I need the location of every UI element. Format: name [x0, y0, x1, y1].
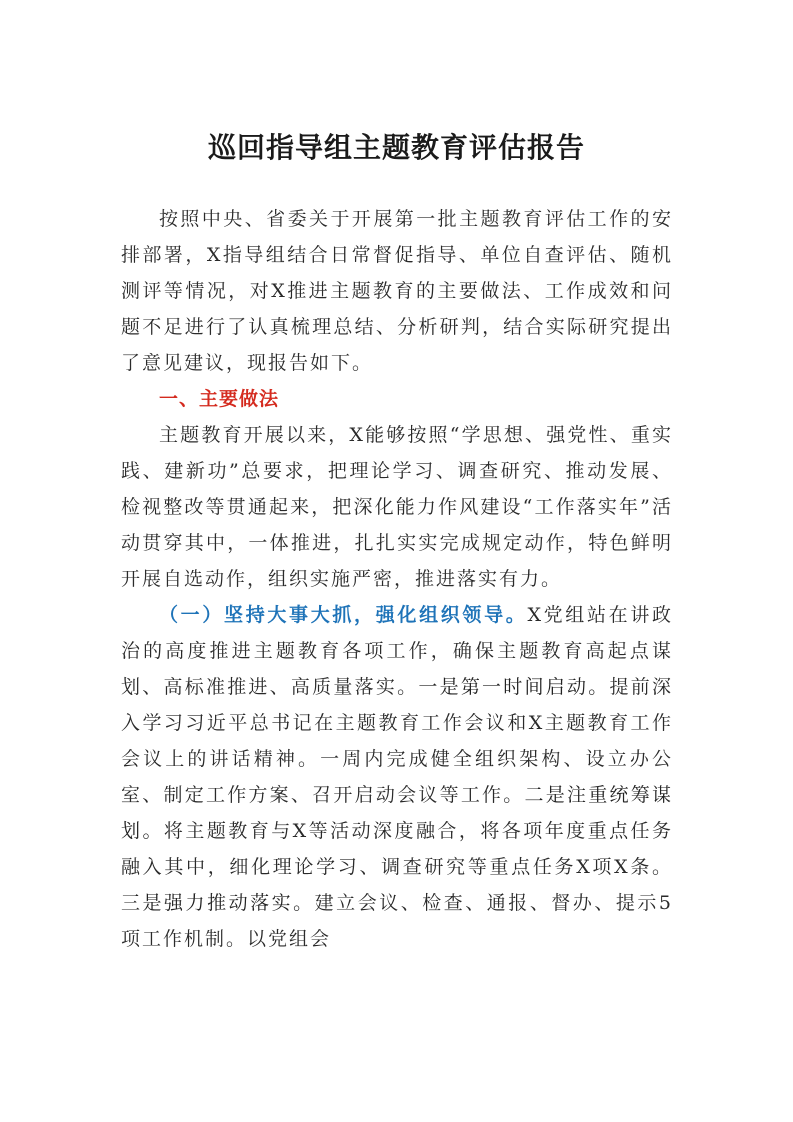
intro-paragraph: 按照中央、省委关于开展第一批主题教育评估工作的安排部署，X指导组结合日常督促指导、单位自查评估、随机测评等情况，对X推进主题教育的主要做法、工作成效和问题不足进行了认真梳理总结、分析研判，结合实际研究提出了意见建议，现报告如下。 — [121, 208, 673, 374]
section1-paragraph: 主题教育开展以来，X能够按照“学思想、强党性、重实践、建新功”总要求，把理论学习、调查研究、推动发展、检视整改等贯通起来，把深化能力作风建设“工作落实年”活动贯穿其中，一体推进，扎扎实实完成规定动作，特色鲜明开展自选动作，组织实施严密，推进落实有力。 — [121, 424, 673, 590]
document-body — [121, 201, 673, 957]
point1-label: 一是第一时间启动。 — [418, 676, 610, 698]
section-heading-main-practices: 一、主要做法 — [159, 388, 280, 410]
point2-label: 二是注重统筹谋划。 — [121, 784, 673, 842]
subsection1-text: X党组站在讲政治的高度推进主题教育各项工作，确保主题教育高起点谋划、高标准推进、高质量落实。 — [121, 604, 673, 698]
subsection1-paragraph — [121, 597, 673, 957]
point1-text: 提前深入学习习近平总书记在主题教育工作会议和X主题教育工作会议上的讲话精神。一周内完成健全组织架构、设立办公室、制定工作方案、召开启动会议等工作。 — [121, 676, 673, 806]
document-title: 巡回指导组主题教育评估报告 — [207, 131, 585, 164]
point3-text: 建立会议、检查、通报、督办、提示5项工作机制。以党组会 — [121, 892, 673, 950]
point3-label: 三是强力推动落实。 — [121, 892, 315, 914]
point2-text: 将主题教育与X等活动深度融合，将各项年度重点任务融入其中，细化理论学习、调查研究等重点任务X项X条。 — [121, 820, 673, 878]
subsection1-heading: （一）坚持大事大抓，强化组织领导。 — [159, 604, 528, 626]
